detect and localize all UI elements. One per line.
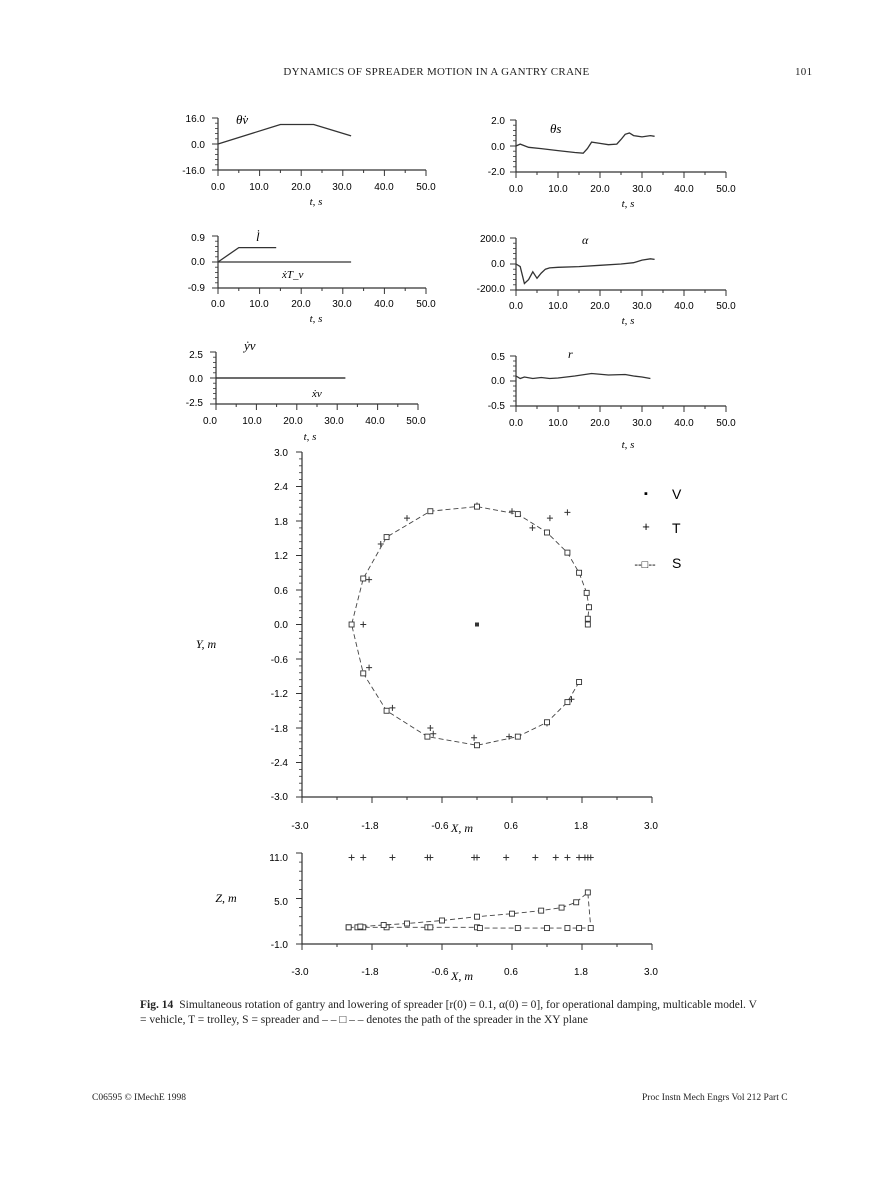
tick-x: 1.8	[574, 967, 588, 978]
x-axis-label: t, s	[621, 315, 635, 327]
spreader-point	[574, 900, 579, 905]
trolley-point	[389, 855, 395, 861]
caption-text: Simultaneous rotation of gantry and lowering of spreader [r(0) = 0.1, α(0) = 0], for operational damping, multicable model. V = vehicle, T = trolley, S = spreader and – – □ – – denotes the path of the spreader in the XY plane	[140, 999, 757, 1026]
tick-y: 3.0	[274, 448, 288, 459]
x-axis-label: t, s	[303, 431, 317, 443]
tick-y: -2.0	[487, 167, 505, 178]
tick-x: 40.0	[365, 416, 385, 427]
plot-xy-path	[196, 448, 682, 835]
tick-x: -1.8	[361, 967, 379, 978]
tick-x: 0.0	[509, 418, 523, 429]
trolley-point	[506, 734, 512, 740]
plot-xz-path	[215, 853, 658, 983]
spreader-point	[346, 925, 351, 930]
tick-y: -2.5	[185, 398, 203, 409]
series-line	[218, 248, 276, 262]
tick-x: 10.0	[548, 418, 568, 429]
spreader-point	[384, 535, 389, 540]
tick-x: 0.0	[211, 182, 225, 193]
trolley-point	[532, 855, 538, 861]
tick-y: 0.6	[274, 586, 288, 597]
tick-x: 30.0	[632, 184, 652, 195]
spreader-point	[384, 708, 389, 713]
tick-x: 30.0	[632, 301, 652, 312]
plot-l-dot	[188, 229, 436, 325]
trolley-point	[389, 705, 395, 711]
tick-x: 50.0	[716, 418, 736, 429]
spreader-point	[584, 590, 589, 595]
tick-x: 40.0	[674, 418, 694, 429]
trolley-point	[378, 541, 384, 547]
spreader-point	[588, 926, 593, 931]
y-axis-label: Y, m	[195, 637, 217, 651]
tick-y: 16.0	[185, 114, 205, 125]
tick-x: 50.0	[716, 301, 736, 312]
tick-y: 2.5	[189, 350, 203, 361]
tick-y: -200.0	[476, 284, 505, 295]
tick-x: 20.0	[590, 418, 610, 429]
tick-y: 0.5	[491, 352, 505, 363]
tick-x: 20.0	[291, 182, 311, 193]
plot-y-dot	[186, 338, 426, 443]
legend-marker: +	[642, 519, 650, 534]
trolley-point	[349, 855, 355, 861]
tick-y: -1.8	[270, 724, 288, 735]
vehicle-point	[475, 623, 479, 627]
trolley-point	[503, 855, 509, 861]
x-axis-label: t, s	[309, 196, 323, 208]
caption-label: Fig. 14	[140, 999, 174, 1011]
series-line	[516, 259, 655, 284]
trolley-point	[474, 855, 480, 861]
tick-x: 10.0	[548, 301, 568, 312]
tick-y: 11.0	[269, 853, 288, 864]
series-label: ẏv	[244, 338, 256, 353]
x-axis-label: X, m	[451, 969, 473, 983]
tick-x: 50.0	[416, 299, 436, 310]
series-line	[218, 125, 351, 145]
trolley-point	[366, 577, 372, 583]
tick-y: 0.0	[491, 376, 505, 387]
spreader-point	[539, 908, 544, 913]
spreader-point	[358, 924, 363, 929]
legend-marker: ▪	[644, 488, 648, 500]
trolley-point	[404, 515, 410, 521]
tick-y: 0.0	[191, 257, 205, 268]
spreader-point	[565, 926, 570, 931]
tick-y: -0.6	[270, 655, 288, 666]
tick-y: -2.4	[270, 758, 288, 769]
tick-x: 50.0	[406, 416, 426, 427]
series-label: α	[582, 233, 589, 247]
spreader-point	[361, 576, 366, 581]
spreader-point	[565, 550, 570, 555]
tick-x: -3.0	[291, 967, 309, 978]
tick-x: 50.0	[416, 182, 436, 193]
footer-copyright: C06595 © IMechE 1998	[92, 1093, 187, 1103]
spreader-point	[515, 926, 520, 931]
tick-x: 0.0	[509, 301, 523, 312]
trolley-point	[430, 731, 436, 737]
spreader-point	[545, 926, 550, 931]
tick-x: 0.6	[504, 821, 518, 832]
tick-y: 0.0	[274, 620, 288, 631]
tick-y: 200.0	[479, 234, 505, 245]
running-header-title: DYNAMICS OF SPREADER MOTION IN A GANTRY CRANE	[283, 66, 590, 78]
trolley-point	[360, 855, 366, 861]
tick-x: 40.0	[374, 182, 394, 193]
tick-x: 1.8	[574, 821, 588, 832]
tick-x: 20.0	[283, 416, 303, 427]
y-axis-label: Z, m	[215, 891, 237, 905]
tick-x: 40.0	[674, 184, 694, 195]
tick-y: 0.0	[191, 140, 205, 151]
tick-x: 30.0	[324, 416, 344, 427]
tick-x: 30.0	[332, 299, 352, 310]
tick-y: 1.8	[274, 517, 288, 528]
figure-caption	[140, 998, 760, 1028]
spreader-point	[515, 734, 520, 739]
tick-x: 0.0	[203, 416, 217, 427]
spreader-point	[577, 926, 582, 931]
tick-x: 0.0	[509, 184, 523, 195]
series-label: r	[568, 347, 573, 361]
x-axis-label: t, s	[309, 313, 323, 325]
spreader-point	[425, 734, 430, 739]
spreader-point	[361, 671, 366, 676]
spreader-point	[515, 512, 520, 517]
spreader-point	[477, 926, 482, 931]
trolley-point	[576, 855, 582, 861]
page-number: 101	[795, 66, 813, 78]
x-axis-label: X, m	[451, 821, 473, 835]
spreader-point	[428, 925, 433, 930]
spreader-point	[405, 921, 410, 926]
tick-y: 1.2	[274, 551, 288, 562]
spreader-point	[565, 700, 570, 705]
x-axis-label: t, s	[621, 439, 635, 451]
trolley-point	[547, 515, 553, 521]
x-axis-label: t, s	[621, 198, 635, 210]
trolley-point	[553, 855, 559, 861]
tick-y: -16.0	[182, 166, 205, 177]
tick-y: 0.0	[491, 259, 505, 270]
spreader-point	[585, 890, 590, 895]
tick-x: 10.0	[249, 182, 269, 193]
plot-r	[488, 347, 736, 451]
tick-x: 10.0	[249, 299, 269, 310]
spreader-point	[585, 622, 590, 627]
spreader-point	[428, 509, 433, 514]
series-line	[516, 133, 655, 153]
tick-x: 40.0	[374, 299, 394, 310]
series-label: l̇	[256, 229, 260, 244]
legend-marker: --□--	[634, 559, 656, 571]
tick-x: -1.8	[361, 821, 379, 832]
tick-x: 0.6	[504, 967, 518, 978]
tick-y: -1.0	[270, 940, 288, 951]
tick-x: 0.0	[211, 299, 225, 310]
tick-x: -0.6	[431, 821, 449, 832]
tick-y: 2.0	[491, 116, 505, 127]
tick-x: 20.0	[590, 301, 610, 312]
trolley-point	[471, 735, 477, 741]
spreader-point	[475, 504, 480, 509]
tick-y: 0.9	[191, 233, 205, 244]
series-line	[516, 374, 650, 379]
trolley-point	[564, 509, 570, 515]
spreader-point	[475, 743, 480, 748]
tick-x: 10.0	[548, 184, 568, 195]
series-label: θs	[550, 121, 562, 136]
legend-label: V	[672, 486, 682, 502]
tick-x: 20.0	[291, 299, 311, 310]
spreader-point	[577, 570, 582, 575]
trolley-point	[564, 855, 570, 861]
trolley-point	[427, 725, 433, 731]
spreader-point	[559, 905, 564, 910]
tick-x: -3.0	[291, 821, 309, 832]
spreader-point	[440, 918, 445, 923]
spreader-point	[545, 530, 550, 535]
tick-x: 30.0	[632, 418, 652, 429]
trolley-point	[366, 665, 372, 671]
tick-x: 3.0	[644, 821, 658, 832]
tick-y: -0.9	[187, 283, 205, 294]
tick-x: 20.0	[590, 184, 610, 195]
footer-journal: Proc Instn Mech Engrs Vol 212 Part C	[642, 1093, 788, 1103]
tick-x: -0.6	[431, 967, 449, 978]
spreader-point	[510, 911, 515, 916]
tick-y: 2.4	[274, 482, 288, 493]
spreader-point	[349, 622, 354, 627]
spreader-point	[585, 616, 590, 621]
trolley-point	[360, 622, 366, 628]
tick-x: 30.0	[332, 182, 352, 193]
trolley-point	[427, 855, 433, 861]
tick-x: 10.0	[242, 416, 262, 427]
tick-y: -0.5	[487, 401, 505, 412]
legend-label: T	[672, 520, 681, 536]
series-label: ẋT_v	[282, 269, 304, 281]
plot-theta-v	[182, 112, 436, 208]
tick-y: 5.0	[274, 897, 288, 908]
spreader-point	[381, 923, 386, 928]
spreader-point	[577, 680, 582, 685]
trolley-point	[588, 855, 594, 861]
tick-y: -3.0	[270, 792, 288, 803]
tick-x: 3.0	[644, 967, 658, 978]
spreader-point	[545, 720, 550, 725]
trolley-point	[529, 525, 535, 531]
legend	[634, 486, 682, 571]
plot-theta-s	[488, 116, 736, 210]
legend-label: S	[672, 555, 682, 571]
tick-y: -1.2	[270, 689, 288, 700]
series-label: θ̇v	[236, 112, 249, 127]
tick-x: 40.0	[674, 301, 694, 312]
tick-x: 50.0	[716, 184, 736, 195]
tick-y: 0.0	[491, 142, 505, 153]
series-label: ẋv	[312, 388, 322, 400]
spreader-point	[587, 605, 592, 610]
tick-y: 0.0	[189, 374, 203, 385]
spreader-point	[475, 914, 480, 919]
